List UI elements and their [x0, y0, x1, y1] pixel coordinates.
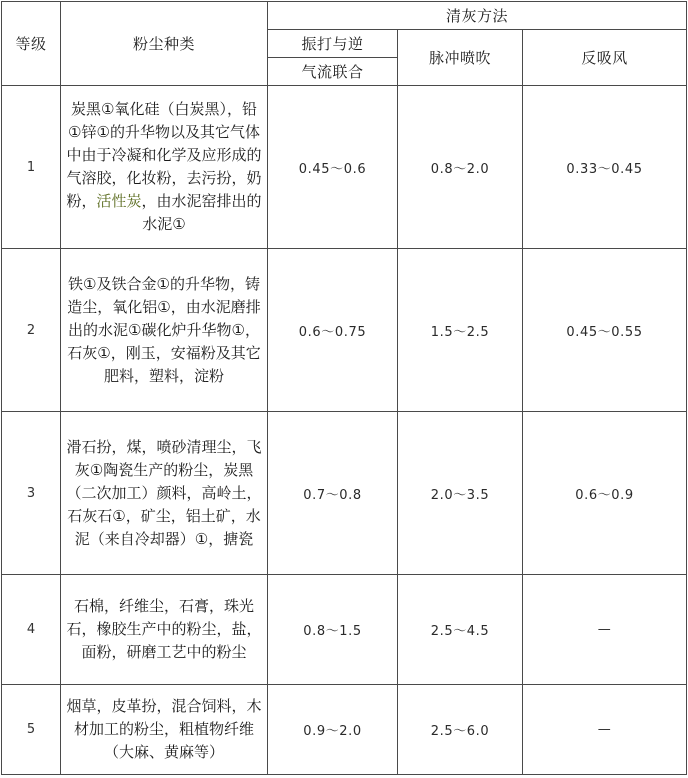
dust-type-cell	[61, 249, 268, 412]
value-shake-reverse: 0.6～0.75	[268, 249, 398, 412]
table-row	[2, 86, 687, 249]
header-method-reverse-suction: 反吸风	[523, 30, 687, 86]
value-reverse-suction: —	[523, 575, 687, 685]
dust-type-cell	[61, 685, 268, 775]
value-pulse-jet: 0.8～2.0	[398, 86, 523, 249]
value-reverse-suction: 0.6～0.9	[523, 412, 687, 575]
dust-type-cell	[61, 412, 268, 575]
dust-type-cell	[61, 575, 268, 685]
value-shake-reverse: 0.9～2.0	[268, 685, 398, 775]
dust-text: 烟草，皮革扮，混合饲料，木材加工的粉尘，粗植物纤维（大麻、黄麻等）	[66, 697, 262, 761]
header-grade: 等级	[2, 2, 61, 86]
dust-text-highlight: 活性炭	[96, 192, 142, 210]
dust-type-cell	[61, 86, 268, 249]
value-pulse-jet: 2.5～6.0	[398, 685, 523, 775]
dust-text: 滑石扮，煤，喷砂清理尘，飞灰①陶瓷生产的粉尘，炭黑（二次加工）颜料，高岭土，石灰石①，矿尘，铝土矿，水泥（来自冷却器）①，搪瓷	[66, 437, 262, 548]
grade-cell: 1	[2, 86, 61, 249]
value-pulse-jet: 2.5～4.5	[398, 575, 523, 685]
table-row	[2, 412, 687, 575]
value-pulse-jet: 2.0～3.5	[398, 412, 523, 575]
grade-cell: 2	[2, 249, 61, 412]
dust-cleaning-table	[1, 1, 687, 775]
value-shake-reverse: 0.45～0.6	[268, 86, 398, 249]
table-row	[2, 249, 687, 412]
grade-cell: 4	[2, 575, 61, 685]
dust-text: 铁①及铁合金①的升华物，铸造尘，氧化铝①，由水泥磨排出的水泥①碳化炉升华物①，石灰①，刚玉，安福粉及其它肥料，塑料，淀粉	[67, 274, 261, 385]
value-shake-reverse: 0.7～0.8	[268, 412, 398, 575]
value-reverse-suction: 0.45～0.55	[523, 249, 687, 412]
header-method-pulse-jet: 脉冲喷吹	[398, 30, 523, 86]
table-row	[2, 575, 687, 685]
value-shake-reverse: 0.8～1.5	[268, 575, 398, 685]
header-cleaning-method: 清灰方法	[268, 2, 687, 30]
header-method-shake-reverse-line2	[268, 58, 398, 86]
dust-text-tail: ，由水泥窑排出的水泥①	[141, 192, 262, 233]
value-reverse-suction: —	[523, 685, 687, 775]
dust-text: 石棉，纤维尘，石膏，珠光石，橡胶生产中的粉尘，盐，面粉，研磨工艺中的粉尘	[66, 597, 262, 661]
value-pulse-jet: 1.5～2.5	[398, 249, 523, 412]
value-reverse-suction: 0.33～0.45	[523, 86, 687, 249]
header-dust-type: 粉尘种类	[61, 2, 268, 86]
dust-text: 炭黑①氧化硅（白炭黑），铅①锌①的升华物以及其它气体中由于冷凝和化学及应形成的气溶胶，化妆粉，去污扮，奶粉，	[66, 100, 262, 210]
grade-cell: 3	[2, 412, 61, 575]
grade-cell: 5	[2, 685, 61, 775]
header-method-shake-reverse-text-a: 振打与逆	[301, 35, 364, 53]
table-row	[2, 685, 687, 775]
header-method-shake-reverse-line1	[268, 30, 398, 58]
header-method-shake-reverse-text-b: 气流联合	[301, 63, 364, 81]
